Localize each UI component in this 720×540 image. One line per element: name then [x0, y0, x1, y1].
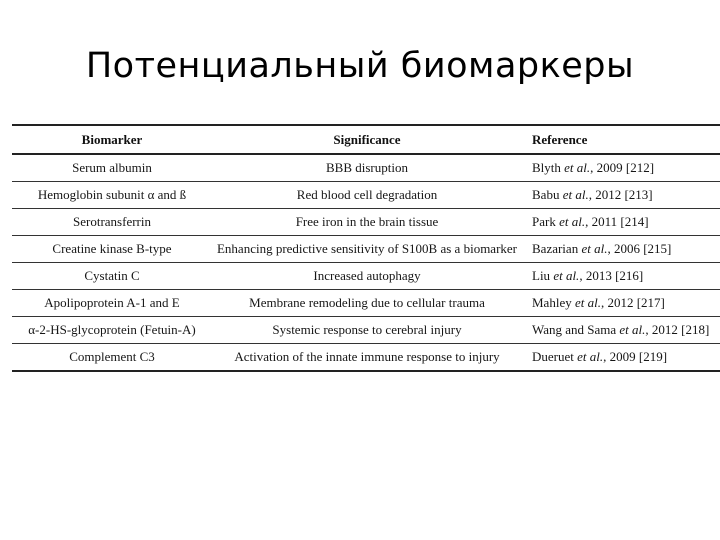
reference-author: Dueruet: [532, 349, 578, 364]
biomarker-cell: Serotransferrin: [73, 214, 151, 229]
reference-etal: et al.: [553, 268, 580, 283]
table-body: [12, 154, 720, 371]
reference-author: Wang and Sama: [532, 322, 620, 337]
biomarker-cell: Serum albumin: [72, 160, 152, 175]
table-row: [12, 209, 720, 236]
significance-cell: Systemic response to cerebral injury: [272, 322, 462, 337]
table-row: [12, 263, 720, 290]
reference-etal: et al.: [559, 214, 586, 229]
table-row: [12, 317, 720, 344]
header-row: [12, 125, 720, 154]
significance-cell: BBB disruption: [326, 160, 408, 175]
reference-author: Bazarian: [532, 241, 582, 256]
significance-cell: Activation of the innate immune response to injury: [234, 349, 500, 364]
reference-cell: [522, 236, 720, 263]
reference-author: Park: [532, 214, 560, 229]
reference-etal: et al.: [564, 160, 591, 175]
header-biomarker: Biomarker: [81, 131, 143, 147]
biomarker-table: [12, 124, 720, 372]
biomarker-cell: α-2-HS-glycoprotein (Fetuin-A): [28, 322, 196, 337]
reference-author: Babu: [532, 187, 563, 202]
biomarker-cell: Cystatin C: [84, 268, 140, 283]
table-row: [12, 344, 720, 372]
significance-cell: Increased autophagy: [313, 268, 421, 283]
table-header: [12, 125, 720, 154]
biomarker-cell: Hemoglobin subunit α and ß: [37, 187, 187, 202]
biomarker-cell: Complement C3: [69, 349, 155, 364]
significance-cell: Membrane remodeling due to cellular trauma: [249, 295, 485, 310]
reference-author: Liu: [532, 268, 554, 283]
reference-cell: [522, 263, 720, 290]
biomarker-cell: Apolipoprotein A-1 and E: [44, 295, 180, 310]
reference-cell: [522, 290, 720, 317]
reference-year-citation: , 2009 [212]: [590, 160, 655, 175]
reference-cell: [522, 182, 720, 209]
table-row: [12, 154, 720, 182]
reference-author: Mahley: [532, 295, 575, 310]
reference-etal: et al.: [577, 349, 604, 364]
significance-cell: Free iron in the brain tissue: [295, 214, 439, 229]
reference-author: Blyth: [532, 160, 565, 175]
biomarker-table-container: [12, 124, 712, 372]
slide-title: Потенциальный биомаркеры: [85, 46, 635, 86]
significance-cell: Enhancing predictive sensitivity of S100B as a biomarker: [216, 241, 517, 256]
reference-year-citation: , 2012 [217]: [600, 295, 665, 310]
reference-cell: [522, 154, 720, 182]
reference-year-citation: , 2012 [213]: [588, 187, 653, 202]
biomarker-cell: Creatine kinase B-type: [52, 241, 172, 256]
reference-year-citation: , 2006 [215]: [607, 241, 672, 256]
table-row: [12, 236, 720, 263]
reference-year-citation: , 2011 [214]: [585, 214, 649, 229]
reference-etal: et al.: [574, 295, 601, 310]
reference-etal: et al.: [562, 187, 589, 202]
table-row: [12, 290, 720, 317]
reference-year-citation: , 2009 [219]: [603, 349, 668, 364]
header-reference: Reference: [532, 131, 588, 147]
reference-cell: [522, 209, 720, 236]
header-significance: Significance: [333, 131, 401, 147]
reference-etal: et al.: [581, 241, 608, 256]
reference-etal: et al.: [619, 322, 646, 337]
reference-year-citation: , 2012 [218]: [645, 322, 710, 337]
reference-year-citation: , 2013 [216]: [579, 268, 644, 283]
reference-cell: [522, 317, 720, 344]
table-row: [12, 182, 720, 209]
reference-cell: [522, 344, 720, 372]
significance-cell: Red blood cell degradation: [296, 187, 438, 202]
